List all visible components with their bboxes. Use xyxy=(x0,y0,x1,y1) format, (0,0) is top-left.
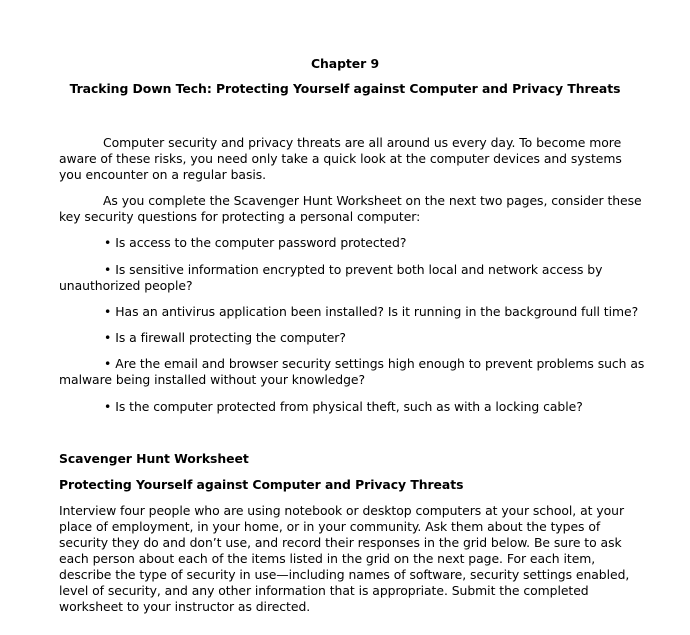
bullet-text: Is the computer protected from physical theft, such as with a locking cable? xyxy=(115,399,583,414)
worksheet-subheading: Protecting Yourself against Computer and Privacy Threats xyxy=(59,477,464,492)
intro-paragraph1-line2: aware of these risks, you need only take a quick look at the computer devices and systems xyxy=(59,151,622,166)
worksheet-instructions-line1: Interview four people who are using notebook or desktop computers at your school, at your xyxy=(59,503,624,518)
worksheet-instructions-line5: describe the type of security in use—including names of software, security settings enabled, xyxy=(59,567,630,582)
bullet-continuation: malware being installed without your knowledge? xyxy=(59,372,366,387)
chapter-number: Chapter 9 xyxy=(310,56,380,71)
bullet-item xyxy=(104,330,346,346)
bullet-marker: • xyxy=(104,330,112,345)
bullet-marker: • xyxy=(104,356,112,371)
intro-paragraph2-line2: key security questions for protecting a personal computer: xyxy=(59,209,421,224)
bullet-text: Is a firewall protecting the computer? xyxy=(115,330,346,345)
bullet-marker: • xyxy=(104,235,112,250)
bullet-item xyxy=(104,235,406,251)
bullet-item xyxy=(104,304,638,320)
worksheet-heading: Scavenger Hunt Worksheet xyxy=(59,451,249,466)
bullet-continuation: unauthorized people? xyxy=(59,278,193,293)
bullet-item xyxy=(104,399,583,415)
worksheet-instructions-line6: level of security, and any other information that is appropriate. Submit the completed xyxy=(59,583,589,598)
bullet-marker: • xyxy=(104,304,112,319)
bullet-text: Has an antivirus application been installed? Is it running in the background full time? xyxy=(115,304,639,319)
bullet-marker: • xyxy=(104,399,112,414)
intro-paragraph1-line3: you encounter on a regular basis. xyxy=(59,167,267,182)
intro-paragraph1-line1: Computer security and privacy threats are all around us every day. To become more xyxy=(103,135,622,150)
worksheet-instructions-line7: worksheet to your instructor as directed. xyxy=(59,599,311,614)
bullet-marker: • xyxy=(104,262,112,277)
bullet-text: Is sensitive information encrypted to prevent both local and network access by xyxy=(115,262,603,277)
worksheet-instructions-line4: each person about each of the items listed in the grid on the next page. For each item, xyxy=(59,551,596,566)
worksheet-instructions-line3: security they do and don’t use, and record their responses in the grid below. Be sure to ask xyxy=(59,535,622,550)
bullet-item xyxy=(104,262,602,278)
bullet-text: Is access to the computer password protected? xyxy=(115,235,407,250)
chapter-title: Tracking Down Tech: Protecting Yourself against Computer and Privacy Threats xyxy=(69,81,621,96)
bullet-item xyxy=(104,356,644,372)
bullet-text: Are the email and browser security settings high enough to prevent problems such as xyxy=(115,356,645,371)
intro-paragraph2-line1: As you complete the Scavenger Hunt Worksheet on the next two pages, consider these xyxy=(103,193,642,208)
worksheet-instructions-line2: place of employment, in your home, or in your community. Ask them about the types of xyxy=(59,519,601,534)
